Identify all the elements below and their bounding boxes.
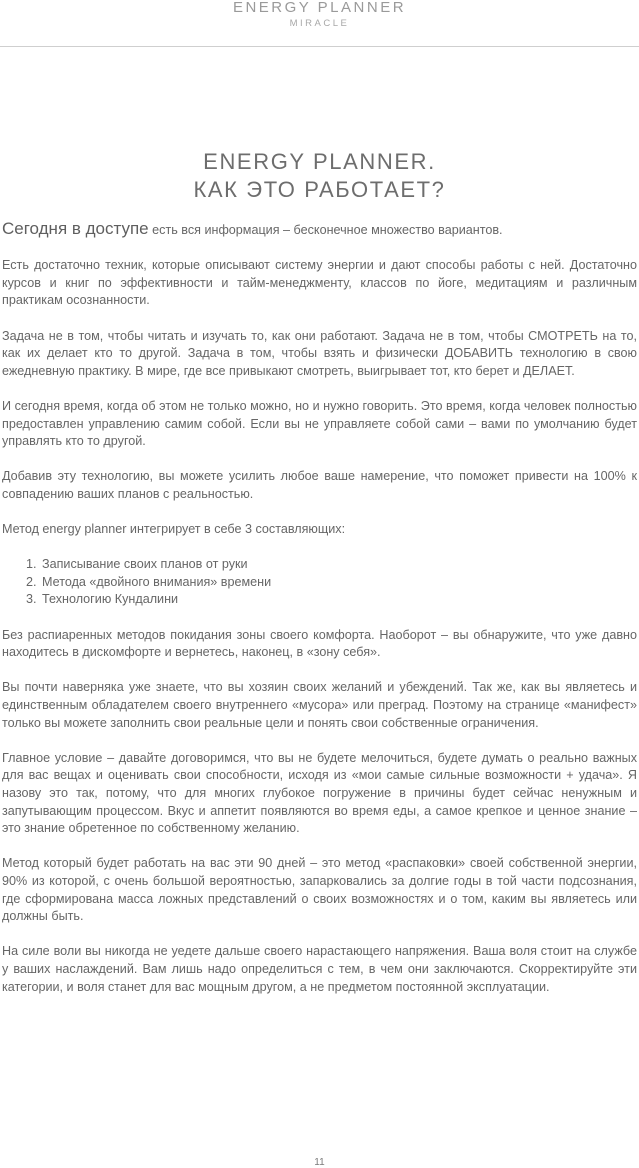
article-body (2, 220, 637, 1014)
list-intro: Метод energy planner интегрирует в себе 3 составляющих: (2, 522, 346, 537)
paragraph: Вы почти наверняка уже знаете, что вы хозяин своих желаний и убеждений. Так же, как вы являетесь и единственным обладателем своего внутреннего «мусора» или преград. Поэтому на странице «манифест» только вы можете заполнить свои реальные цели и понять свои собственные ограничения. (2, 680, 637, 730)
page-number: 11 (314, 1157, 325, 1168)
components-list (2, 556, 637, 609)
intro-paragraph (2, 220, 637, 240)
intro-rest: есть вся информация – бесконечное множество вариантов. (148, 223, 503, 237)
list-item: 3. Технологию Кундалини (40, 591, 637, 609)
title-line-1: ENERGY PLANNER. (203, 148, 436, 174)
paragraph: Без распиаренных методов покидания зоны своего комфорта. Наоборот – вы обнаружите, что уже давно находитесь в дискомфорте и вернетесь, наконец, в «зону себя». (2, 627, 637, 660)
paragraph: Есть достаточно техник, которые описывают систему энергии и дают способы работы с ней. Достаточно курсов и книг по эффективности и тайм-менеджменту, классов по йоге, медитациям и различным практикам осознанности. (2, 258, 637, 308)
paragraph: Метод который будет работать на вас эти 90 дней – это метод «распаковки» своей собственной энергии, 90% из которой, с очень большой вероятностью, запарковались за долгие годы в той части подсознания, где сформирована масса ложных представлений о своих возможностях и о том, каким вы являетесь или должны быть. (2, 856, 637, 924)
paragraph: И сегодня время, когда об этом не только можно, но и нужно говорить. Это время, когда человек полностью предоставлен управлению самим собой. Если вы не управляете собой сами – вами по умолчанию будет управлять кто то другой. (2, 398, 637, 449)
page-title (0, 148, 639, 204)
paragraph: Добавив эту технологию, вы можете усилить любое ваше намерение, что поможет привести на 100% к совпадению ваших планов с реальностью. (2, 469, 637, 501)
paragraph: На силе воли вы никогда не уедете дальше своего нарастающего напряжения. Ваша воля стоит на службе у ваших наслаждений. Вам лишь надо определиться с тем, в чем они заключаются. Скорректируйте эти категории, и воля станет для вас мощным другом, а не предметом постоянной эксплуатации. (2, 944, 637, 994)
paragraph: Задача не в том, чтобы читать и изучать то, как они работают. Задача не в том, чтобы СМОТРЕТЬ на то, как их делает кто то другой. Задача в том, чтобы взять и физически ДОБАВИТЬ технологию в свою ежедневную практику. В мире, где все привыкают смотреть, выигрывает тот, кто берет и ДЕЛАЕТ. (2, 328, 637, 378)
page-header (0, 0, 639, 47)
title-line-2: КАК ЭТО РАБОТАЕТ? (193, 176, 446, 202)
paragraph: Главное условие – давайте договоримся, что вы не будете мелочиться, будете думать о реально важных для вас вещах и оценивать свои способности, исходя из «мои самые сильные возможности + удача». Я назову это так, потому, что для многих глубокое погружение в причины будет сейчас ненужным и запутывающим процессом. Вкус и аппетит появляются во время еды, а самое крепкое и ценное знание – это знание обретенное по собственному желанию. (2, 750, 637, 836)
intro-lead: Сегодня в доступе (2, 219, 149, 238)
list-item: 1. Записывание своих планов от руки (40, 556, 637, 574)
brand-subtitle: MIRACLE (289, 18, 350, 29)
brand-title: ENERGY PLANNER (232, 0, 407, 16)
list-item: 2. Метода «двойного внимания» времени (40, 574, 637, 592)
